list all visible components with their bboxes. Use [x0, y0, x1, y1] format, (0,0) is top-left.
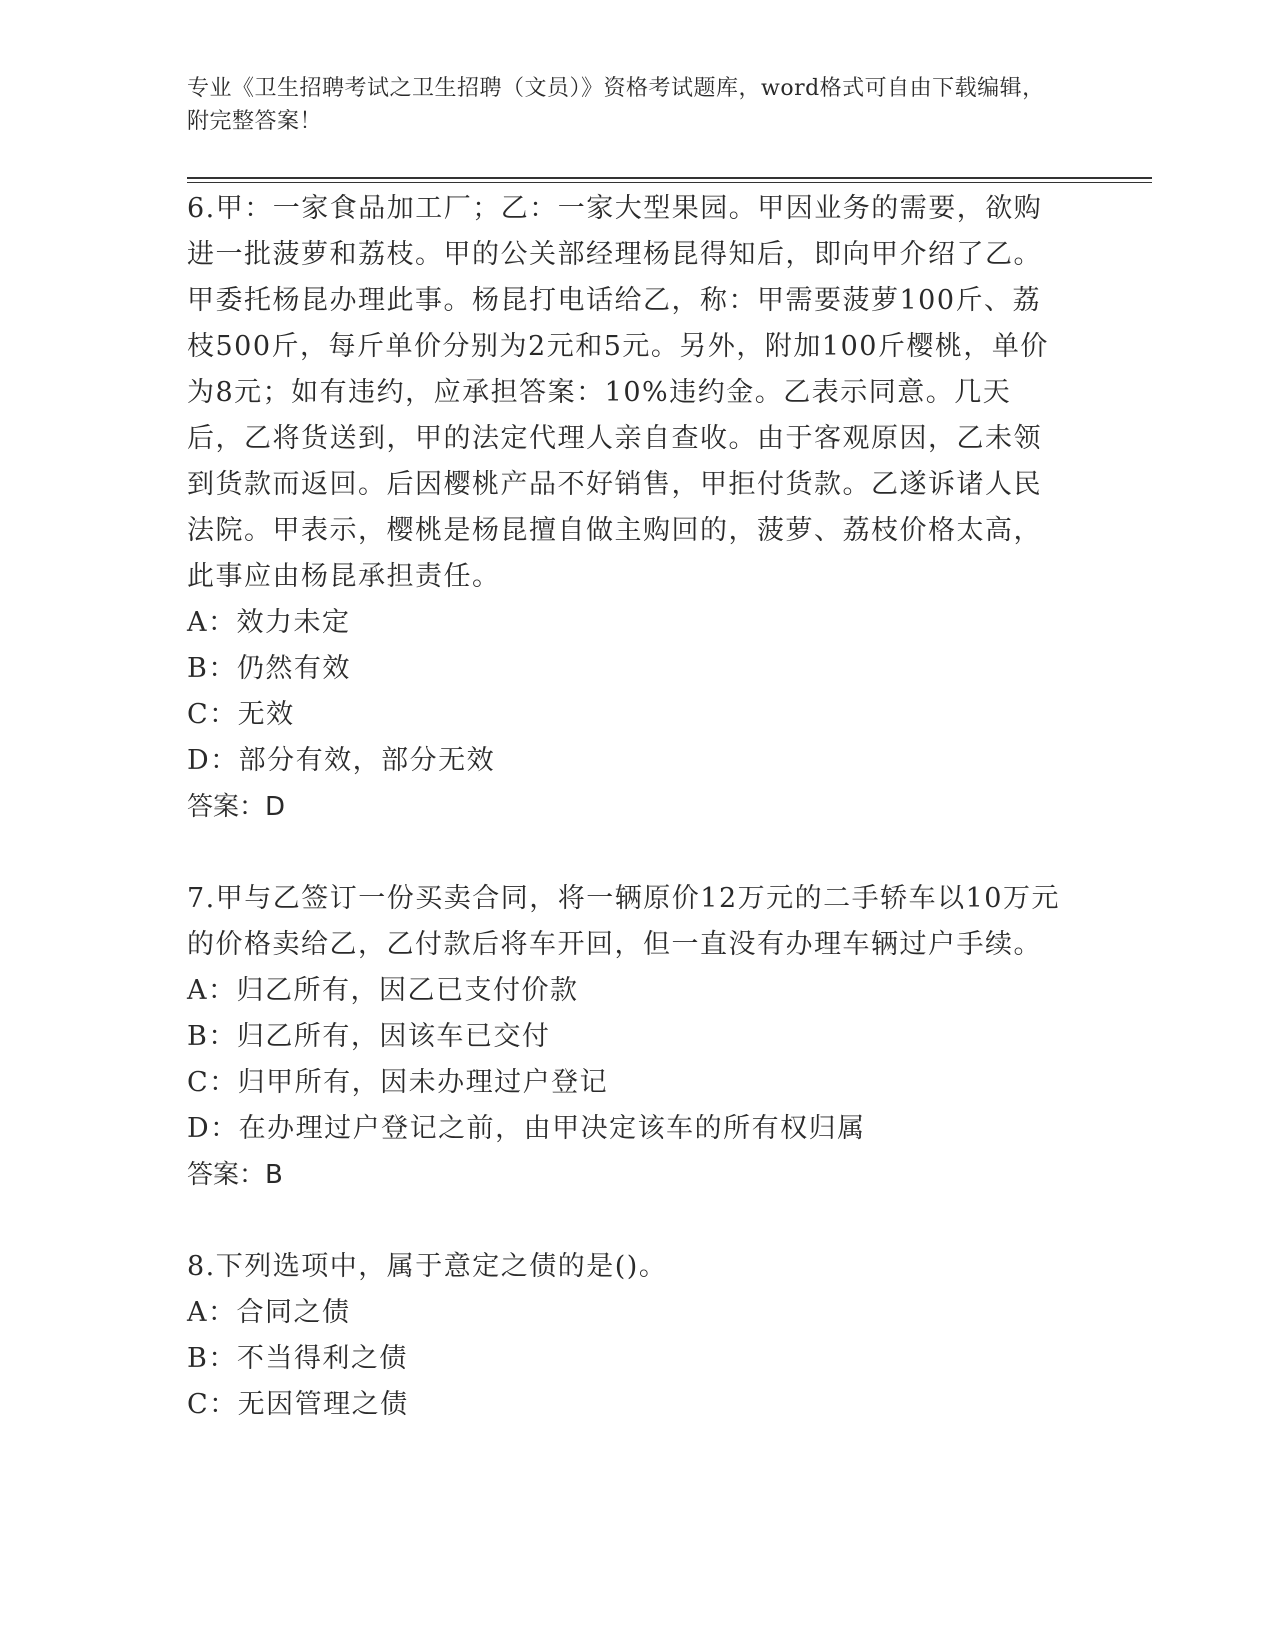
question-gap [187, 1198, 1067, 1244]
option-a: A：效力未定 [187, 607, 351, 638]
question-7 [187, 876, 1067, 1198]
question-8 [187, 1244, 1067, 1428]
answer-label: 答案：B [187, 1160, 283, 1190]
option-a: A：合同之债 [187, 1297, 351, 1328]
question-gap [187, 830, 1067, 876]
question-stem: 7.甲与乙签订一份买卖合同，将一辆原价12万元的二手轿车以10万元的价格卖给乙，乙付款后将车开回，但一直没有办理车辆过户手续。 [187, 883, 1060, 960]
question-stem: 6.甲：一家食品加工厂；乙：一家大型果园。甲因业务的需要，欲购进一批菠萝和荔枝。甲的公关部经理杨昆得知后，即向甲介绍了乙。甲委托杨昆办理此事。杨昆打电话给乙，称：甲需要菠萝100斤、荔枝500斤，每斤单价分别为2元和5元。另外，附加100斤樱桃，单价为8元；如有违约，应承担答案：10%违约金。乙表示同意。几天后，乙将货送到，甲的法定代理人亲自查收。由于客观原因，乙未领到货款而返回。后因樱桃产品不好销售，甲拒付货款。乙遂诉诸人民法院。甲表示，樱桃是杨昆擅自做主购回的，菠萝、荔枝价格太高，此事应由杨昆承担责任。 [187, 193, 1049, 592]
question-list [187, 186, 1067, 1428]
header-divider [187, 177, 1152, 179]
option-b: B：仍然有效 [187, 653, 351, 684]
option-d: D：在办理过户登记之前，由甲决定该车的所有权归属 [187, 1113, 866, 1144]
question-stem: 8.下列选项中，属于意定之债的是()。 [187, 1251, 668, 1282]
option-c: C：无效 [187, 699, 295, 730]
option-d: D：部分有效，部分无效 [187, 745, 496, 776]
option-c: C：归甲所有，因未办理过户登记 [187, 1067, 609, 1098]
option-b: B：归乙所有，因该车已交付 [187, 1021, 551, 1052]
option-a: A：归乙所有，因乙已支付价款 [187, 975, 579, 1006]
document-header: 专业《卫生招聘考试之卫生招聘（文员）》资格考试题库，word格式可自由下载编辑，附完整答案！ [187, 76, 1045, 134]
option-b: B：不当得利之债 [187, 1343, 408, 1374]
header-divider-thin [187, 182, 1152, 183]
option-c: C：无因管理之债 [187, 1389, 409, 1420]
answer-label: 答案：D [187, 792, 286, 822]
question-6 [187, 186, 1067, 830]
